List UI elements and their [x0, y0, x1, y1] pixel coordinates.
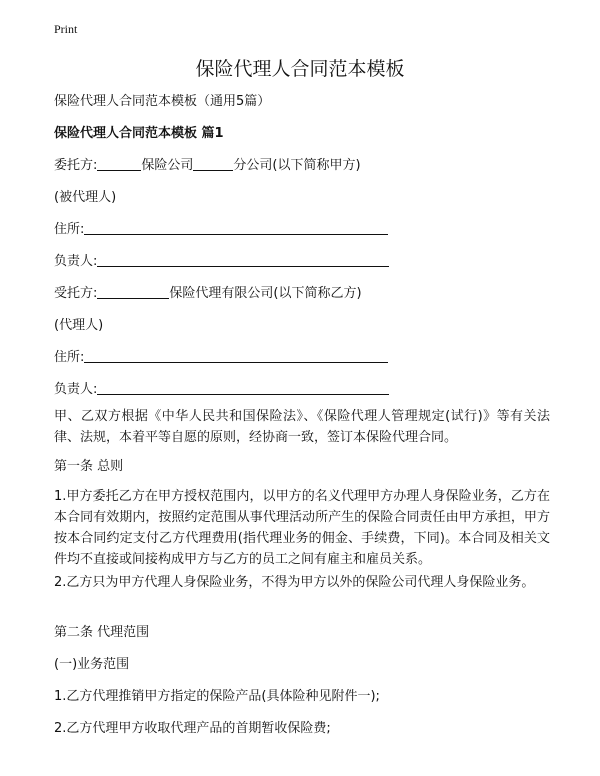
section-heading: 保险代理人合同范本模板 篇1: [54, 126, 224, 141]
address-label: 住所:: [54, 222, 85, 237]
person-label: 负责人:: [54, 382, 98, 397]
principal-line: [54, 157, 361, 175]
agent-company-label: 保险代理有限公司(以下简称乙方): [169, 286, 362, 301]
person-blank: [97, 253, 389, 267]
agent-note: (代理人): [54, 318, 104, 333]
person-blank: [97, 381, 389, 395]
scope-item-1: 1.乙方代理推销甲方指定的保险产品(具体险种见附件一);: [54, 689, 380, 704]
principal-note: (被代理人): [54, 190, 117, 205]
address-line-1: [54, 221, 388, 239]
address-line-2: [54, 349, 388, 367]
scope-item-2: 2.乙方代理甲方收取代理产品的首期暂收保险费;: [54, 721, 331, 736]
article-1-paragraph-1: 1.甲方委托乙方在甲方授权范围内，以甲方的名义代理甲方办理人身保险业务，乙方在本合同有效期内，按照约定范围从事代理活动所产生的保险合同责任由甲方承担，甲方按本合同约定支付乙方代理费用(指代理业务的佣金、手续费，下同)。本合同及相关文件均不直接或间接构成甲方与乙方的员工之间有雇主和雇员关系。: [54, 489, 550, 567]
agent-blank: [97, 285, 169, 299]
principal-blank-branch: [193, 157, 233, 171]
agent-label: 受托方:: [54, 286, 98, 301]
article-2-title: 第二条 代理范围: [54, 625, 150, 640]
address-label: 住所:: [54, 350, 85, 365]
intro-paragraph: 甲、乙双方根据《中华人民共和国保险法》、《保险代理人管理规定(试行)》等有关法律、法规，本着平等自愿的原则，经协商一致，签订本保险代理合同。: [54, 409, 550, 445]
person-line-2: [54, 381, 389, 399]
principal-label: 委托方:: [54, 158, 98, 173]
scope-title: (一)业务范围: [54, 657, 130, 672]
article-1-paragraph-2: 2.乙方只为甲方代理人身保险业务，不得为甲方以外的保险公司代理人身保险业务。: [54, 575, 535, 590]
agent-line: [54, 285, 362, 303]
branch-label: 分公司(以下简称甲方): [233, 158, 361, 173]
document-title: 保险代理人合同范本模板: [195, 58, 405, 80]
address-blank: [84, 221, 388, 235]
insurance-company-label: 保险公司: [141, 158, 194, 173]
print-link[interactable]: Print: [54, 22, 78, 36]
principal-blank-company: [97, 157, 141, 171]
person-line-1: [54, 253, 389, 271]
article-1-title: 第一条 总则: [54, 459, 124, 474]
person-label: 负责人:: [54, 254, 98, 269]
address-blank: [84, 349, 388, 363]
document-subtitle: 保险代理人合同范本模板（通用5篇）: [54, 94, 271, 109]
